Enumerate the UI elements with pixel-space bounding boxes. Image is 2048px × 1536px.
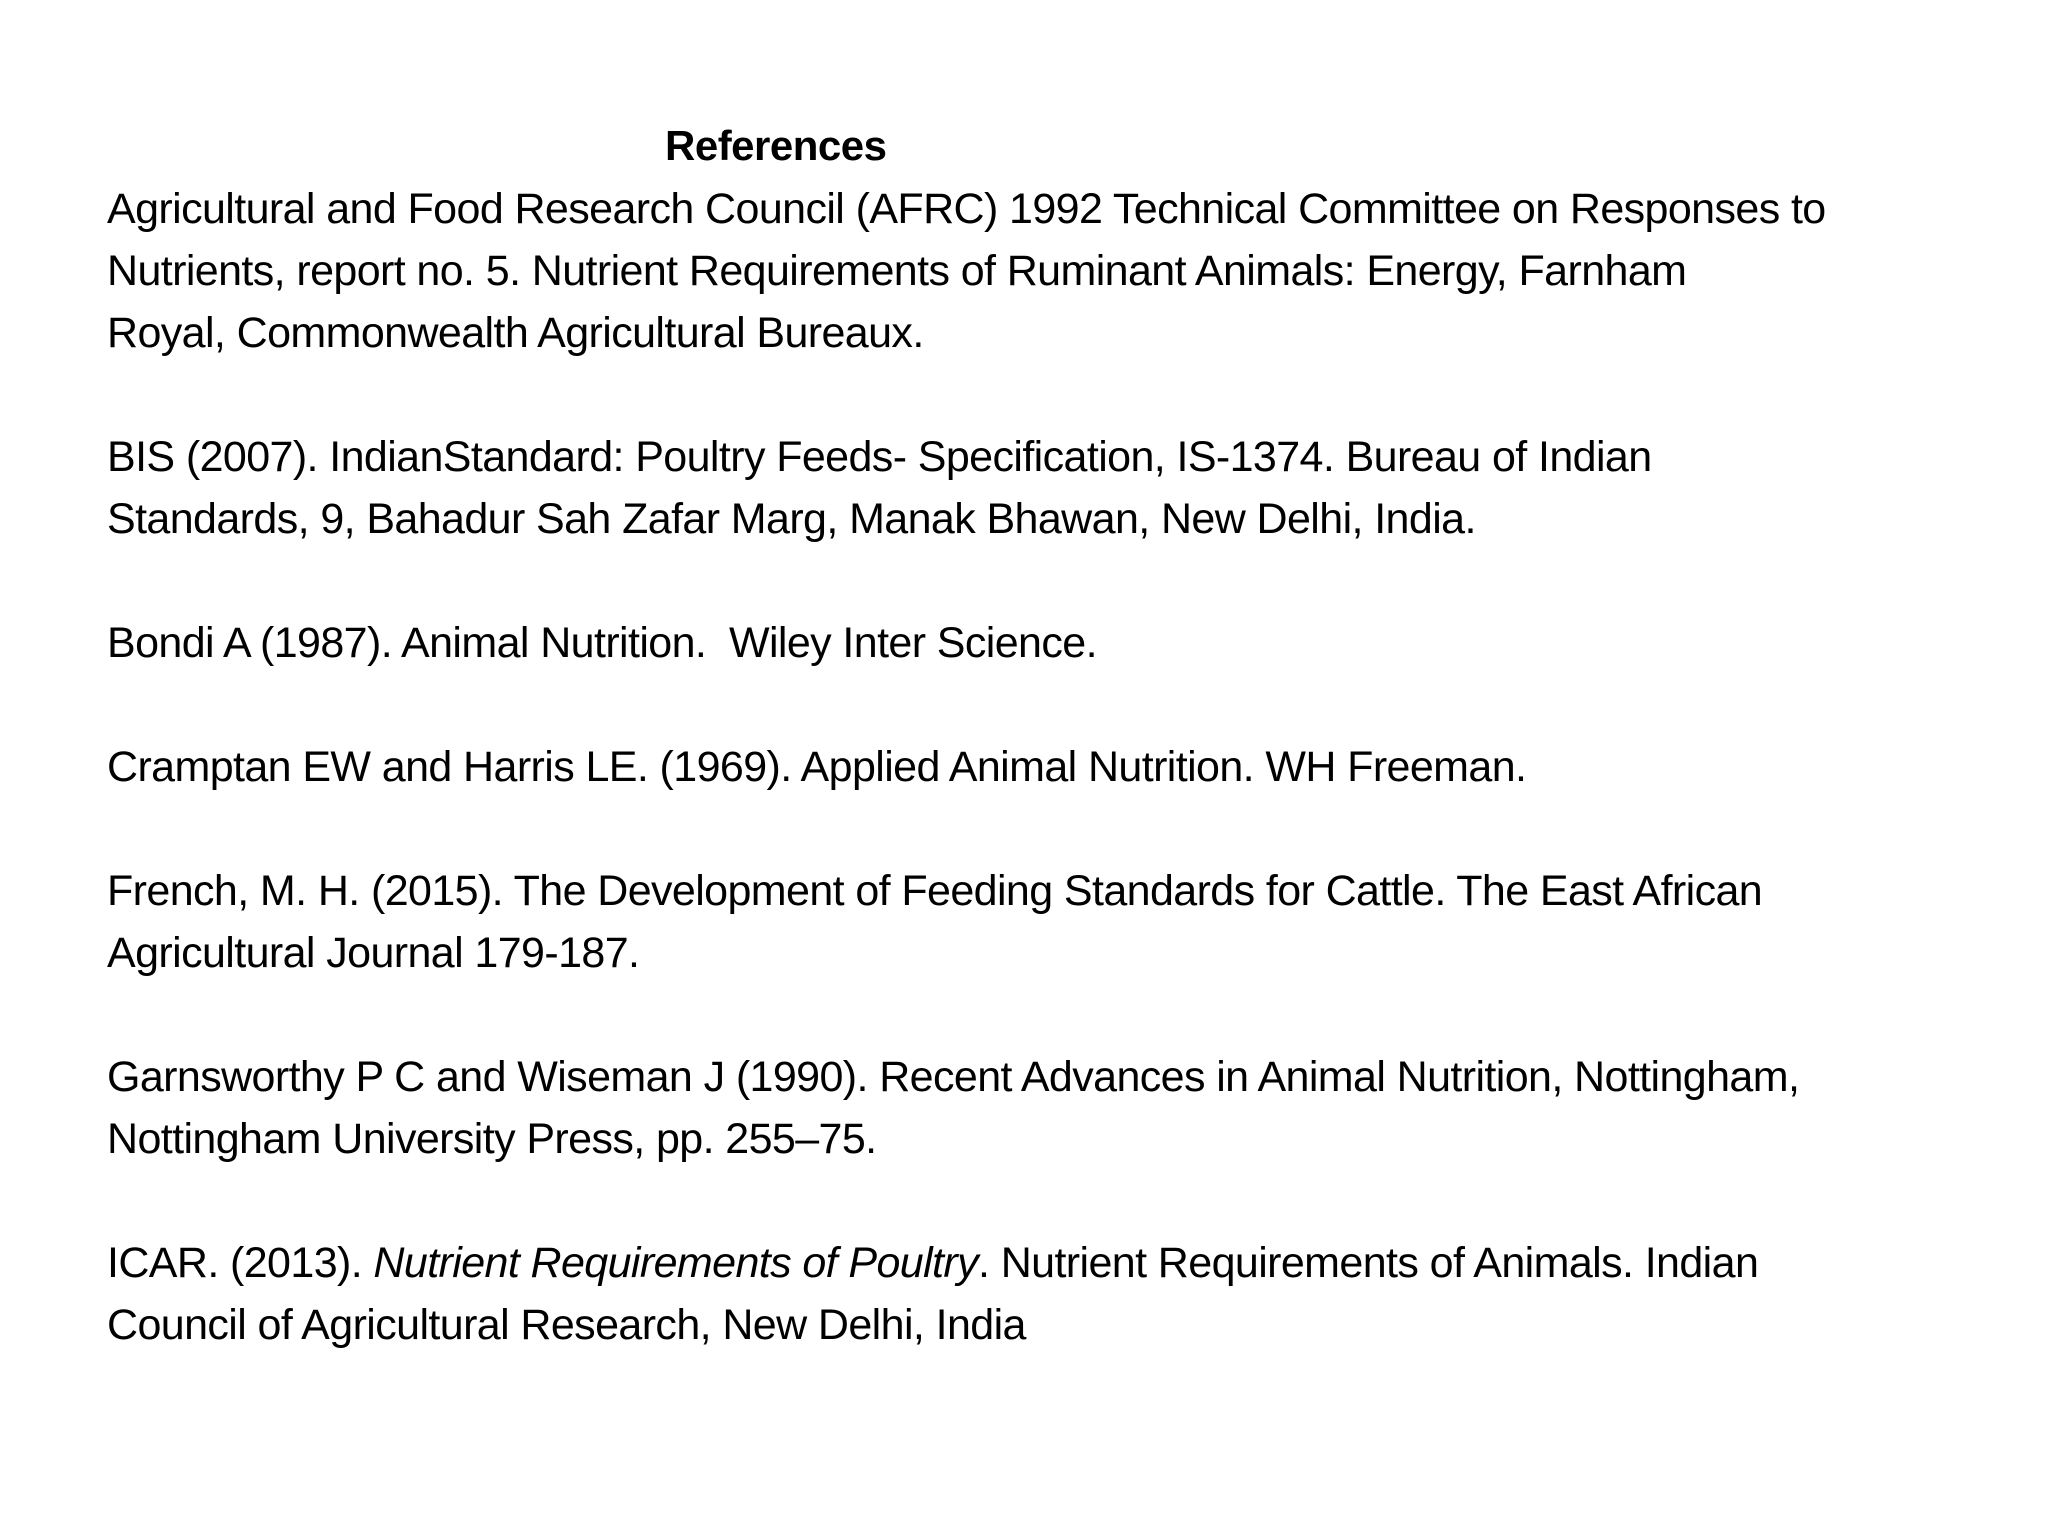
reference-line: Nutrients, report no. 5. Nutrient Requirements of Ruminant Animals: Energy, Farnham: [107, 247, 1687, 295]
reference-line: Royal, Commonwealth Agricultural Bureaux.: [107, 309, 924, 357]
reference-line: Council of Agricultural Research, New Delhi, India: [107, 1301, 1026, 1349]
reference-line: Garnsworthy P C and Wiseman J (1990). Recent Advances in Animal Nutrition, Nottingham,: [107, 1053, 1800, 1101]
reference-line: French, M. H. (2015). The Development of Feeding Standards for Cattle. The East African: [107, 867, 1763, 915]
reference-text: . Nutrient Requirements of Animals. Indian: [978, 1239, 1759, 1287]
references-list: [107, 178, 2017, 1418]
references-title: References: [665, 122, 887, 169]
reference-garnsworthy: [107, 1046, 2017, 1170]
reference-french: [107, 860, 2017, 984]
reference-line: Agricultural Journal 179-187.: [107, 929, 640, 977]
reference-line: [107, 1232, 2017, 1294]
reference-italic-title: Nutrient Requirements of Poultry: [373, 1239, 978, 1287]
reference-line: Standards, 9, Bahadur Sah Zafar Marg, Manak Bhawan, New Delhi, India.: [107, 495, 1476, 543]
reference-line: Bondi A (1987). Animal Nutrition. Wiley Inter Science.: [107, 619, 1097, 667]
reference-line: BIS (2007). IndianStandard: Poultry Feeds- Specification, IS-1374. Bureau of Indian: [107, 433, 1652, 481]
reference-icar: [107, 1232, 2017, 1356]
reference-bis: [107, 426, 2017, 550]
reference-afrc: [107, 178, 2017, 364]
reference-cramptan: [107, 736, 2017, 798]
reference-bondi: [107, 612, 2017, 674]
reference-line: Cramptan EW and Harris LE. (1969). Applied Animal Nutrition. WH Freeman.: [107, 743, 1527, 791]
reference-line: Nottingham University Press, pp. 255–75.: [107, 1115, 877, 1163]
reference-text: ICAR. (2013).: [107, 1239, 374, 1287]
reference-line: Agricultural and Food Research Council (AFRC) 1992 Technical Committee on Responses to: [107, 185, 1826, 233]
